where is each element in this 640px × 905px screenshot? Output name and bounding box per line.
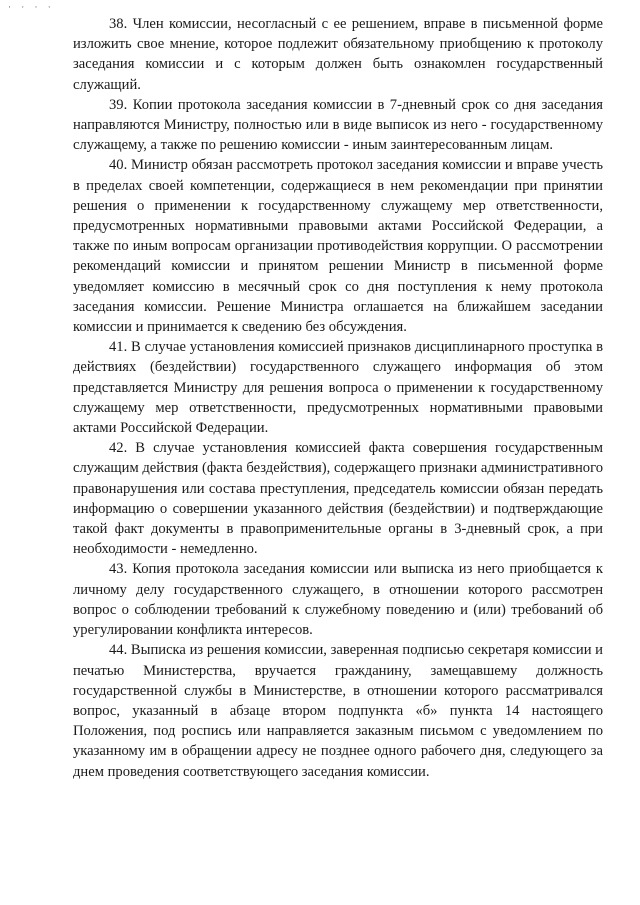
paragraph-text: Копия протокола заседания комиссии или выписка из него приобщается к личному делу государственного служащего, в отношении которого рассмотрен вопрос о соблюдении требований к служебному поведению и (или) требований об урегулировании конфликта интересов.: [73, 561, 603, 639]
paragraph-42: [73, 438, 603, 559]
paragraph-39: [73, 95, 603, 156]
paragraph-44: [73, 640, 603, 781]
paragraph-text: В случае установления комиссией признаков дисциплинарного проступка в действиях (бездействии) государственного служащего информация об этом представляется Министру для решения вопроса о применении к государственному служащему мер ответственности, предусмотренных нормативными правовыми актами Российской Федерации.: [73, 339, 603, 437]
paragraph-43: [73, 559, 603, 640]
paragraph-text: Член комиссии, несогласный с ее решением, вправе в письменной форме изложить свое мнение, которое подлежит обязательному приобщению к протоколу заседания комиссии и с которым должен быть ознакомлен государственный служащий.: [73, 16, 603, 93]
paragraph-number: 44.: [109, 642, 128, 659]
paragraph-text: Выписка из решения комиссии, заверенная подписью секретаря комиссии и печатью Министерства, вручается гражданину, замещавшему должность государственной службы в Министерстве, в отношении которого рассматривался вопрос, указанный в абзаце втором подпункта «б» пункта 14 настоящего Положения, под роспись или направляется заказным письмом с уведомлением по указанному им в обращении адресу не позднее одного рабочего дня, следующего за днем проведения соответствующего заседания комиссии.: [73, 642, 603, 780]
paragraph-41: [73, 337, 603, 438]
paragraph-number: 39.: [109, 96, 128, 113]
paragraph-number: 40.: [109, 157, 128, 174]
paragraph-number: 41.: [109, 339, 128, 356]
paragraph-text: Копии протокола заседания комиссии в 7-дневный срок со дня заседания направляются Министру, полностью или в виде выписок из него - государственному служащему, а также по решению комиссии - иным заинтересованным лицам.: [73, 96, 603, 154]
paragraph-number: 42.: [109, 440, 128, 457]
scan-marks: · · · ·: [8, 2, 55, 12]
paragraph-text: В случае установления комиссией факта совершения государственным служащим действия (факта бездействия), содержащего признаки административного правонарушения или состава преступления, председатель комиссии обязан передать информацию о совершении указанного действия (бездействии) и подтверждающие такой факт документы в правоприменительные органы в 3-дневный срок, а при необходимости - немедленно.: [73, 440, 603, 558]
paragraph-number: 43.: [109, 561, 128, 578]
paragraph-text: Министр обязан рассмотреть протокол заседания комиссии и вправе учесть в пределах своей компетенции, содержащиеся в нем рекомендации при принятии решения о применении к государственному служащему мер ответственности, предусмотренных нормативными правовыми актами Российской Федерации, а также по иным вопросам организации противодействия коррупции. О рассмотрении рекомендаций комиссии и принятом решении Министр в письменной форме уведомляет комиссию в месячный срок со дня поступления к нему протокола заседания комиссии. Решение Министра оглашается на ближайшем заседании комиссии и принимается к сведению без обсуждения.: [73, 157, 603, 336]
paragraph-38: [73, 14, 603, 95]
document-page: [73, 14, 603, 782]
paragraph-40: [73, 155, 603, 337]
paragraph-number: 38.: [109, 16, 128, 32]
